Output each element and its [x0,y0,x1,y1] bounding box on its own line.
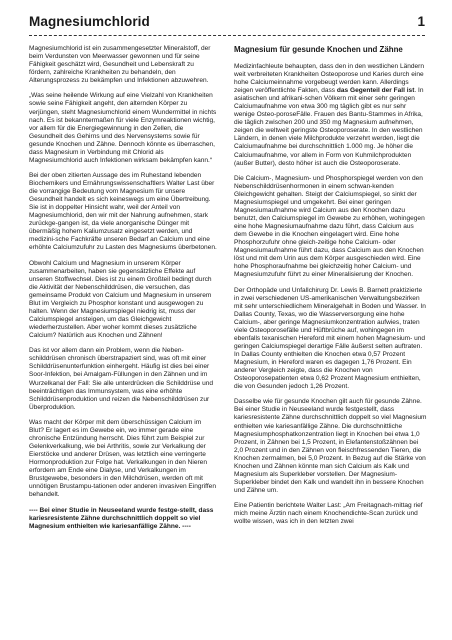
page-header [29,14,425,32]
body-paragraph: Eine Patientin berichtete Walter Last: „Am Freitagnach-mittag rief mich meine Ärztin nach einem Knochendichte-Scan zurück und wollte wissen, was ich in den letzten zwei [234,502,423,526]
text-run: Medizinfachleute behaupten, dass den in den westlichen Ländern weit verbreiteten Krankheiten Osteoporose und Karies durch eine hohe Calciumeinnahme vorgebeugt werden kann. Allerdings zeigen veröffentlichte Fakten, dass [234,63,424,95]
body-paragraph: Obwohl Calcium und Magnesium in unserem Körper zusammenarbeiten, haben sie gegensätzliche Effekte auf unseren Stoffwechsel. Dies ist zu einem Großteil bedingt durch die Aktivität der Nebenschilddrüsen, die versuchen, das gemeinsame Produkt von Calcium und Magnesium in unserem Blut im Vergleich zu Phosphor konstant und ausgewogen zu halten. Wenn der Magnesiumspiegel niedrig ist, muss der Calciumspiegel ansteigen, um das Gleichgewicht wiederherzustellen. Aber woher kommt dieses zusätzliche Calcium? Natürlich aus Knochen und Zähnen! [29,259,212,340]
document-title: Magnesiumchlorid [29,14,150,29]
quote-paragraph: „Was seine heilende Wirkung auf eine Vielzahl von Krankheiten sowie seine Fähigkeit angeht, den alternden Körper zu verjüngen, steht Magnesiumchlorid einem Wundermittel in nichts nach. Es ist bekanntermaßen für viele Enzymreaktionen wichtig, vor allem für die Energiegewinnung in den Zellen, die Gesundheit des Gehirns und des Nervensystems sowie für gesunde Knochen und Zähne. Dennoch könnte es überraschen, dass Magnesium in Verbindung mit Chlorid als Magnesiumchlorid auch Infektionen wirksam bekämpfen kann.“ [29,92,217,164]
body-paragraph: Was macht der Körper mit dem überschüssigen Calcium im Blut? Er lagert es im Gewebe ein, wo immer gerade eine chronische Entzündung herrscht. Dies führt zum Beispiel zur Gelenkverkalkung, wie bei Arthritis, sowie zur Verkalkung der Eierstöcke und anderer Drüsen, was letztlich eine verringerte Hormonproduktion zur Folge hat. Verkalkungen in den Nieren erfordern am Ende eine Dialyse, und Verkalkungen im Brustgewebe, besonders in den Milchdrüsen, werden oft mit unnötigen Brustampu-tationen oder anderen invasiven Eingriffen behandelt. [29,418,216,499]
body-paragraph: Bei der oben zitierten Aussage des im Ruhestand lebenden Biochemikers und Ernährungswissenschaftlers Walter Last über die vorrangige Bedeutung vom Magnesium für unsere Gesundheit handelt es sich keineswegs um eine Übertreibung. Sie ist in doppelter Hinsicht wahr, weil der Anteil von Magnesiumchlorid, den wir mit der Nahrung aufnehmen, stark zurückge-gangen ist, da viele anorganische Dünger mit übermäßig hohem Kaliumzusatz eingesetzt werden, und medizini-sche Fachkräfte unseren Bedarf an Calcium und eine erhöhte Calciumzufuhr zu Lasten des Magnesiums überbetonen. [29,172,217,252]
body-paragraph [234,63,427,168]
emphasis-text: das Gegenteil der Fall ist [336,87,415,95]
highlight-callout: ---- Bei einer Studie in Neuseeland wurde festge-stellt, dass kariesresistente Zähne durchschnittlich doppelt so viel Magnesium enthielten wie kariesanfällige Zähne. ---- [29,506,214,530]
body-paragraph: Der Orthopäde und Unfallchirurg Dr. Lewis B. Barnett praktizierte in zwei verschiedenen US-amerikanischen Verwaltungsbezirken mit sehr unterschiedlichem Mineralgehalt in Boden und Wasser. In Dallas County, Texas, wo die Wasserversorgung eine hohe Calcium-, aber geringe Magnesiumkonzentration aufwies, traten viele Osteoporosefälle und Hüftbrüche auf, wohingegen im ebenfalls texanischen Hereford mit einem hohen Magnesium- und geringen Calciumspiegel derartige Fälle äußerst selten auftraten. In Dallas County enthielten die Knochen etwa 0,57 Prozent Magnesium, in Hereford waren es dagegen 1,76 Prozent. Ein anderer Vergleich zeigte, dass die Knochen von Osteoporosepatienten etwa 0,62 Prozent Magnesium enthielten, die von Gesunden jedoch 1,26 Prozent. [234,286,426,391]
body-paragraph: Dasselbe wie für gesunde Knochen gilt auch für gesunde Zähne. Bei einer Studie in Neuseeland wurde festgestellt, dass kariesresistente Zähne durchschnittlich doppelt so viel Magnesium enthielten wie kariesanfällige Zähne. Die durchschnittliche Magnesiumphosphatkonzentration liegt in Knochen bei etwa 1,0 Prozent, in Zähnen bei 1,5 Prozent, in Elefantenstoßzähnen bei 2,0 Prozent und in den Zähnen von fleischfressenden Tieren, die Knochen zermalmen, bei 5,0 Prozent. In Bezug auf die Stärke von Knochen und Zähnen könnte man sich Calcium als Kalk und Magnesium als Superkleber vorstellen. Der Magnesium-Superkleber bindet den Kalk und wandelt ihn in bessere Knochen und Zähne um. [234,398,427,494]
intro-paragraph: Magnesiumchlorid ist ein zusammengesetzter Mineralstoff, der beim Verdunsten von Meerwasser gewonnen und für seine Fähigkeit geschätzt wird, Gesundheit und Lebenskraft zu fördern, zahlreiche Krankheiten zu behandeln, den Alterungsprozess zu bekämpfen und Infektionen abzuwehren. [29,45,211,85]
body-paragraph: Das ist vor allem dann ein Problem, wenn die Neben-schilddrüsen chronisch überstrapaziert sind, was oft mit einer Schilddrüsenunterfunktion einhergeht. Häufig ist dies bei einer Soor-Infektion, bei Amalgam-Füllungen in den Zähnen und im Wurzelkanal der Fall: Sie alle unterdrücken die Schilddrüse und beeinträchtigen das Immunsystem, was eine erhöhte Schilddrüsenproduktion und reizen die Nebenschilddrüsen zur Überproduktion. [29,347,214,411]
section-heading: Magnesium für gesunde Knochen und Zähne [234,45,403,54]
right-column [234,45,427,533]
left-column [29,45,217,538]
body-paragraph: Die Calcium-, Magnesium- und Phosphorspiegel werden von den Nebenschilddrüsenhormonen in einem schwan-kenden Gleichgewicht gehalten. Steigt der Calciumspiegel, so sinkt der Magnesiumspiegel und umgekehrt. Bei einer geringen Magnesiumaufnahme wird Calcium aus den Knochen dazu benutzt, den Calciumspiegel im Gewebe zu erhöhen, wohingegen eine hohe Magnesiumaufnahme dazu führt, dass Calcium aus dem Gewebe in die Knochen eingelagert wird. Eine hohe Phosphorzufuhr ohne gleich-zeitige hohe Calcium- oder Magnesiumaufnahme führt dazu, dass Calcium aus den Knochen löst und mit dem Urin aus dem Körper ausgeschieden wird. Eine hohe Phosphoraufnahme bei gleichzeitig hoher Calcium- und Magnesiumzufuhr führt zu einer Mineralisierung der Knochen. [234,174,425,279]
text-run: . In asiatischen und afrikani-schen Völkern mit einer sehr geringen Calciumaufnahme von etwa 300 mg täglich gibt es nur sehr wenige Osteo-poroseFälle. Frauen des Bantu-Stammes in Afrika, die täglich zwischen 200 und 350 mg Magnesium aufnehmen, zeigen die weltweit geringste Osteoporoserate. In den westlichen Ländern, in denen viele Milchprodukte verzehrt werden, liegt die Calciumaufnahme bei durchschnittlich 1.000 mg. Je höher die Calciumaufnahme, vor allem in Form von Kuhmilchprodukten (außer Butter), desto höher ist auch die Osteoporoserate. [234,87,424,167]
page-number: 1 [417,14,425,29]
header-divider [29,35,425,36]
